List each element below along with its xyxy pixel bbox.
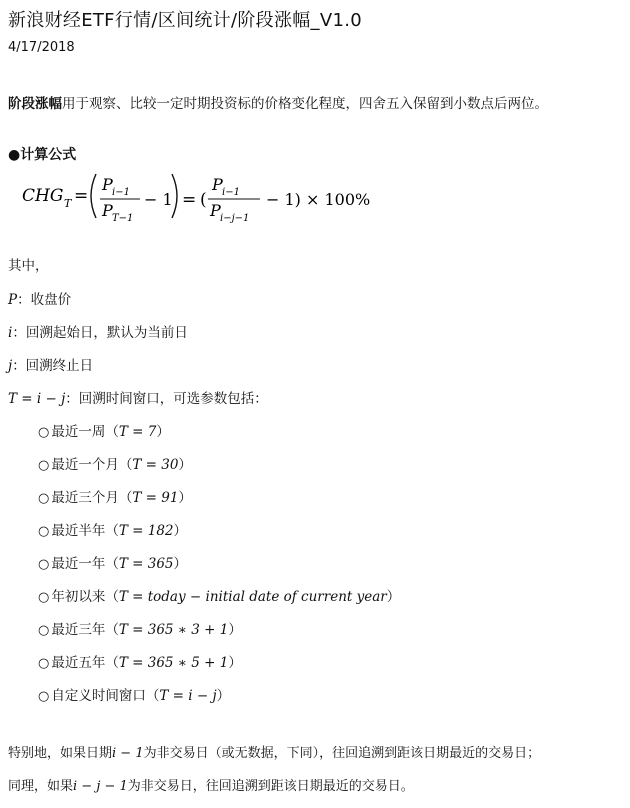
def-t — [8, 387, 268, 407]
def-i-symbol: i — [8, 325, 13, 341]
circle-icon: ○ — [38, 590, 50, 605]
option-expr: T = 365 ∗ 3 + 1 — [118, 622, 229, 638]
circle-icon: ○ — [38, 425, 50, 440]
option-label: 最近一年 — [51, 556, 106, 572]
equals-sign-1: = — [74, 186, 89, 206]
frac2-den-sub: i−j−1 — [220, 213, 250, 224]
option-expr: T = i − j — [159, 688, 217, 704]
circle-icon: ○ — [38, 689, 50, 704]
circle-icon: ○ — [38, 557, 50, 572]
def-i-desc: ：回溯起始日，默认为当前日 — [12, 325, 188, 341]
def-i — [8, 321, 188, 341]
option-item: ○ 最近三年（T = 365 ∗ 3 + 1） — [38, 622, 242, 638]
circle-icon: ○ — [38, 623, 50, 638]
option-label: 最近三个月 — [51, 490, 119, 506]
option-expr: T = 365 ∗ 5 + 1 — [118, 655, 229, 671]
formula-section-title — [8, 144, 76, 164]
note2-a: 同理，如果 — [8, 779, 74, 794]
option-label: 最近三年 — [51, 622, 106, 638]
equals-sign-2: = — [182, 190, 197, 210]
intro-term: 阶段涨幅 — [8, 96, 62, 112]
option-label: 最近一个月 — [51, 457, 119, 473]
doc-title: 新浪财经ETF行情/区间统计/阶段涨幅_V1.0 — [8, 10, 362, 31]
frac1-den: P — [102, 201, 113, 220]
note1-symbol: i − 1 — [112, 746, 144, 761]
option-expr: T = 182 — [118, 523, 174, 539]
option-item: ○ 最近半年（T = 182） — [38, 523, 188, 539]
option-item: ○ 最近五年（T = 365 ∗ 5 + 1） — [38, 655, 242, 671]
frac1-num: P — [102, 175, 113, 194]
frac1-den-sub: T−1 — [112, 213, 134, 224]
bullet-icon: ● — [8, 147, 21, 163]
option-expr: T = 91 — [132, 490, 179, 506]
option-label: 最近半年 — [51, 523, 106, 539]
option-expr: T = today − initial date of current year — [118, 589, 387, 605]
option-expr: T = 30 — [132, 457, 179, 473]
open-paren-2: ( — [200, 190, 207, 210]
option-item: ○ 最近一个月（T = 30） — [38, 457, 192, 473]
circle-icon: ○ — [38, 524, 50, 539]
def-p-desc: ：收盘价 — [17, 292, 72, 308]
note1-a: 特别地，如果日期 — [8, 746, 113, 761]
formula-tail: − 1) × 100% — [266, 190, 371, 209]
option-item: ○ 年初以来（T = today − initial date of current year） — [38, 589, 401, 605]
option-label: 最近一周 — [51, 424, 106, 440]
def-j — [8, 354, 93, 374]
note-line-2 — [8, 775, 414, 794]
option-item: ○ 最近一年（T = 365） — [38, 556, 188, 572]
option-item: ○ 最近一周（T = 7） — [38, 424, 170, 440]
option-item: ○ 最近三个月（T = 91） — [38, 490, 192, 506]
circle-icon: ○ — [38, 458, 50, 473]
option-expr: T = 7 — [118, 424, 157, 440]
option-label: 年初以来 — [51, 589, 106, 605]
frac2-num: P — [212, 175, 223, 194]
note1-b: 为非交易日（或无数据，下同），往回追溯到距该日期最近的交易日； — [143, 746, 541, 761]
intro-text: 用于观察、比较一定时期投资标的价格变化程度，四舍五入保留到小数点后两位。 — [62, 96, 548, 112]
option-label: 最近五年 — [51, 655, 106, 671]
frac1-minus-one: − 1 — [144, 190, 173, 209]
formula-block — [22, 168, 442, 224]
formula-lhs: CHG — [22, 186, 64, 206]
def-j-desc: ：回溯终止日 — [12, 358, 94, 374]
def-t-desc: ：回溯时间窗口，可选参数包括： — [65, 391, 268, 407]
def-p-symbol: P — [8, 292, 18, 308]
doc-date: 4/17/2018 — [8, 40, 75, 55]
circle-icon: ○ — [38, 491, 50, 506]
note-line-1 — [8, 742, 540, 761]
option-expr: T = 365 — [118, 556, 174, 572]
frac1-num-sub: i−1 — [112, 187, 130, 198]
circle-icon: ○ — [38, 656, 50, 671]
frac2-num-sub: i−1 — [222, 187, 240, 198]
intro-paragraph — [8, 92, 548, 112]
formula-lhs-sub: T — [64, 197, 72, 210]
left-paren — [91, 174, 96, 218]
def-j-symbol: j — [8, 358, 13, 374]
right-paren — [172, 174, 177, 218]
def-p — [8, 288, 71, 308]
def-t-symbol: T = i − j — [8, 391, 66, 407]
option-item: ○ 自定义时间窗口（T = i − j） — [38, 688, 231, 704]
option-label: 自定义时间窗口 — [51, 688, 146, 704]
note2-symbol: i − j − 1 — [73, 779, 128, 794]
frac2-den: P — [210, 201, 221, 220]
where-label: 其中， — [8, 258, 49, 274]
note2-b: 为非交易日，往回追溯到距该日期最近的交易日。 — [127, 779, 414, 794]
formula-heading: 计算公式 — [20, 147, 77, 163]
